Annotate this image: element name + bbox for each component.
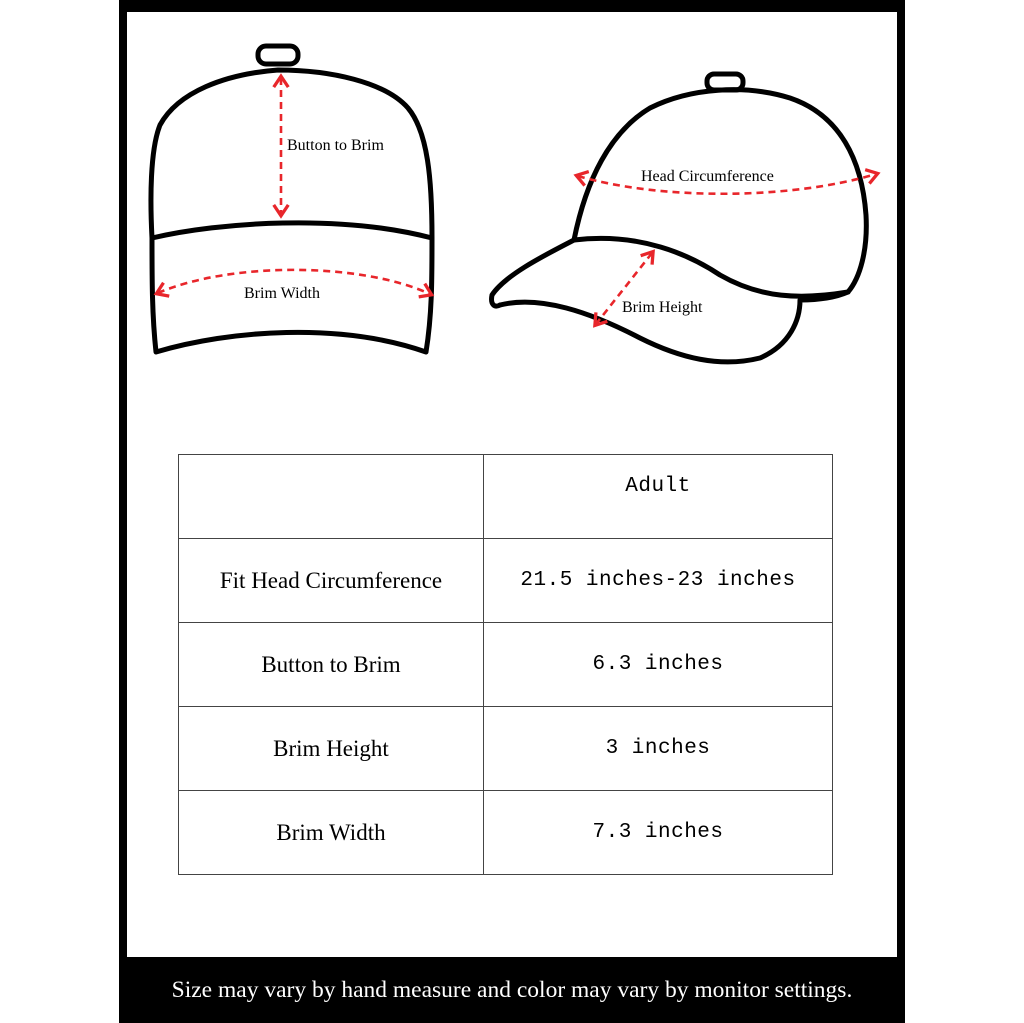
footer-note: Size may vary by hand measure and color may vary by monitor settings. — [171, 977, 853, 1003]
row-value-cell — [484, 539, 833, 623]
row-value: 7.3 inches — [592, 821, 724, 844]
row-label: Fit Head Circumference — [219, 567, 443, 593]
row-label-cell — [179, 791, 484, 875]
table-row — [179, 623, 833, 707]
header-empty-cell — [179, 455, 484, 539]
table-row — [179, 539, 833, 623]
table-row — [179, 707, 833, 791]
label-brim-width: Brim Width — [244, 285, 320, 302]
side-cap-brim-tip — [492, 240, 574, 306]
front-cap-brim-top — [152, 223, 432, 238]
row-label: Button to Brim — [261, 651, 401, 677]
front-measure-lines — [158, 78, 430, 294]
front-cap-drawing — [151, 46, 432, 352]
row-label-cell — [179, 707, 484, 791]
row-value-cell — [484, 707, 833, 791]
side-cap-crown — [574, 90, 866, 292]
row-value: 6.3 inches — [592, 653, 724, 676]
cap-diagram — [0, 0, 1024, 420]
label-head-circumference: Head Circumference — [641, 168, 774, 185]
table-header-row — [179, 455, 833, 539]
row-value-cell — [484, 791, 833, 875]
header-adult-cell — [484, 455, 833, 539]
row-label: Brim Height — [273, 735, 389, 761]
label-brim-height: Brim Height — [622, 299, 703, 316]
side-cap-brim-upper — [574, 238, 848, 296]
size-table — [178, 454, 833, 875]
header-adult-label: Adult — [625, 475, 691, 498]
front-cap-crown — [151, 70, 432, 238]
front-cap-button — [258, 46, 298, 64]
label-button-to-brim: Button to Brim — [287, 137, 384, 154]
row-value-cell — [484, 623, 833, 707]
row-label-cell — [179, 623, 484, 707]
table-row — [179, 791, 833, 875]
row-label-cell — [179, 539, 484, 623]
row-label: Brim Width — [276, 819, 386, 845]
row-value: 3 inches — [605, 737, 711, 760]
row-value: 21.5 inches-23 inches — [520, 569, 796, 592]
side-cap-drawing — [492, 74, 867, 362]
